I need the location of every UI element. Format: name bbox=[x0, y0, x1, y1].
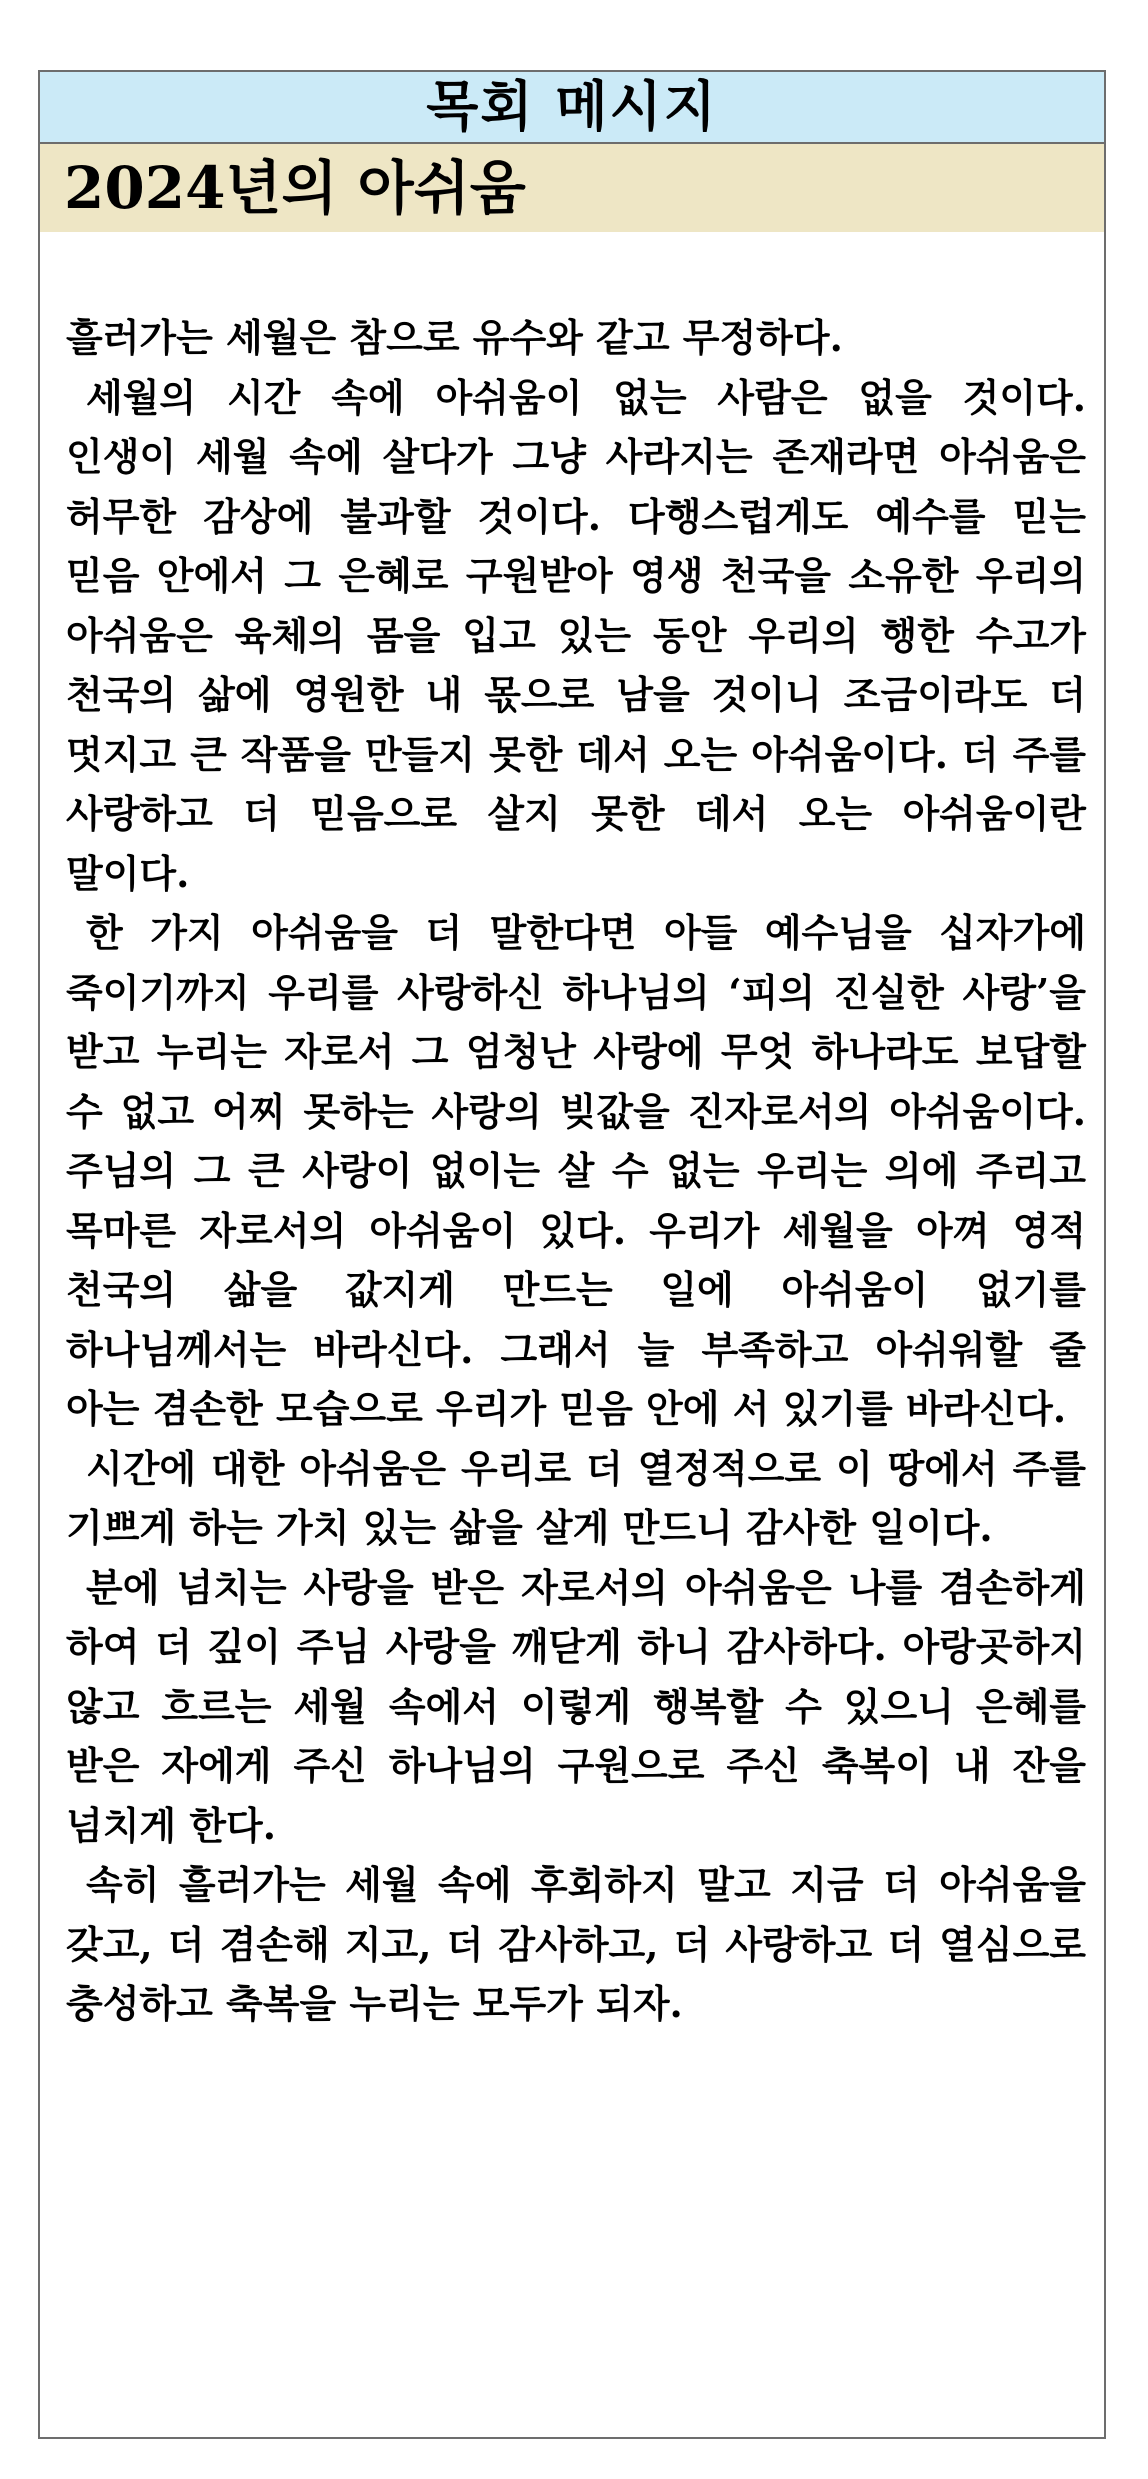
article-body bbox=[66, 308, 1086, 2034]
article-paragraph-4: 시간에 대한 아쉬움은 우리로 더 열정적으로 이 땅에서 주를 기쁘게 하는 가치 있는 삶을 살게 만드니 감사한 일이다. bbox=[66, 1445, 1086, 1550]
article-paragraph-3: 한 가지 아쉬움을 더 말한다면 아들 예수님을 십자가에 죽이기까지 우리를 사랑하신 하나님의 ‘피의 진실한 사랑’을 받고 누리는 자로서 그 엄청난 사랑에 무엇 하나라도 보답할 수 없고 어찌 못하는 사랑의 빚값을 진자로서의 아쉬움이다. 주님의 그 큰 사랑이 없이는 살 수 없는 우리는 의에 주리고 목마른 자로서의 아쉬움이 있다. 우리가 세월을 아껴 영적 천국의 삶을 값지게 만드는 일에 아쉬움이 없기를 하나님께서는 바라신다. 그래서 늘 부족하고 아쉬워할 줄 아는 겸손한 모습으로 우리가 믿음 안에 서 있기를 바라신다. bbox=[66, 910, 1086, 1431]
article-title: 2024년의 아쉬움 bbox=[64, 154, 526, 222]
page-title: 목회 메시지 bbox=[426, 75, 718, 138]
article-paragraph-1: 흘러가는 세월은 참으로 유수와 같고 무정하다. bbox=[66, 315, 843, 360]
header-bar bbox=[40, 72, 1104, 144]
article-paragraph-5: 분에 넘치는 사랑을 받은 자로서의 아쉬움은 나를 겸손하게 하여 더 깊이 주님 사랑을 깨닫게 하니 감사하다. 아랑곳하지 않고 흐르는 세월 속에서 이렇게 행복할 수 있으니 은혜를 받은 자에게 주신 하나님의 구원으로 주신 축복이 내 잔을 넘치게 한다. bbox=[66, 1564, 1086, 1848]
article-title-bar bbox=[40, 144, 1104, 232]
article-paragraph-2: 세월의 시간 속에 아쉬움이 없는 사람은 없을 것이다. 인생이 세월 속에 살다가 그냥 사라지는 존재라면 아쉬움은 허무한 감상에 불과할 것이다. 다행스럽게도 예수를 믿는 믿음 안에서 그 은혜로 구원받아 영생 천국을 소유한 우리의 아쉬움은 육체의 몸을 입고 있는 동안 우리의 행한 수고가 천국의 삶에 영원한 내 몫으로 남을 것이니 조금이라도 더 멋지고 큰 작품을 만들지 못한 데서 오는 아쉬움이다. 더 주를 사랑하고 더 믿음으로 살지 못한 데서 오는 아쉬움이란 말이다. bbox=[66, 374, 1086, 896]
message-frame bbox=[38, 70, 1106, 2439]
article-paragraph-6: 속히 흘러가는 세월 속에 후회하지 말고 지금 더 아쉬움을 갖고, 더 겸손해 지고, 더 감사하고, 더 사랑하고 더 열심으로 충성하고 축복을 누리는 모두가 되자. bbox=[66, 1862, 1086, 2026]
